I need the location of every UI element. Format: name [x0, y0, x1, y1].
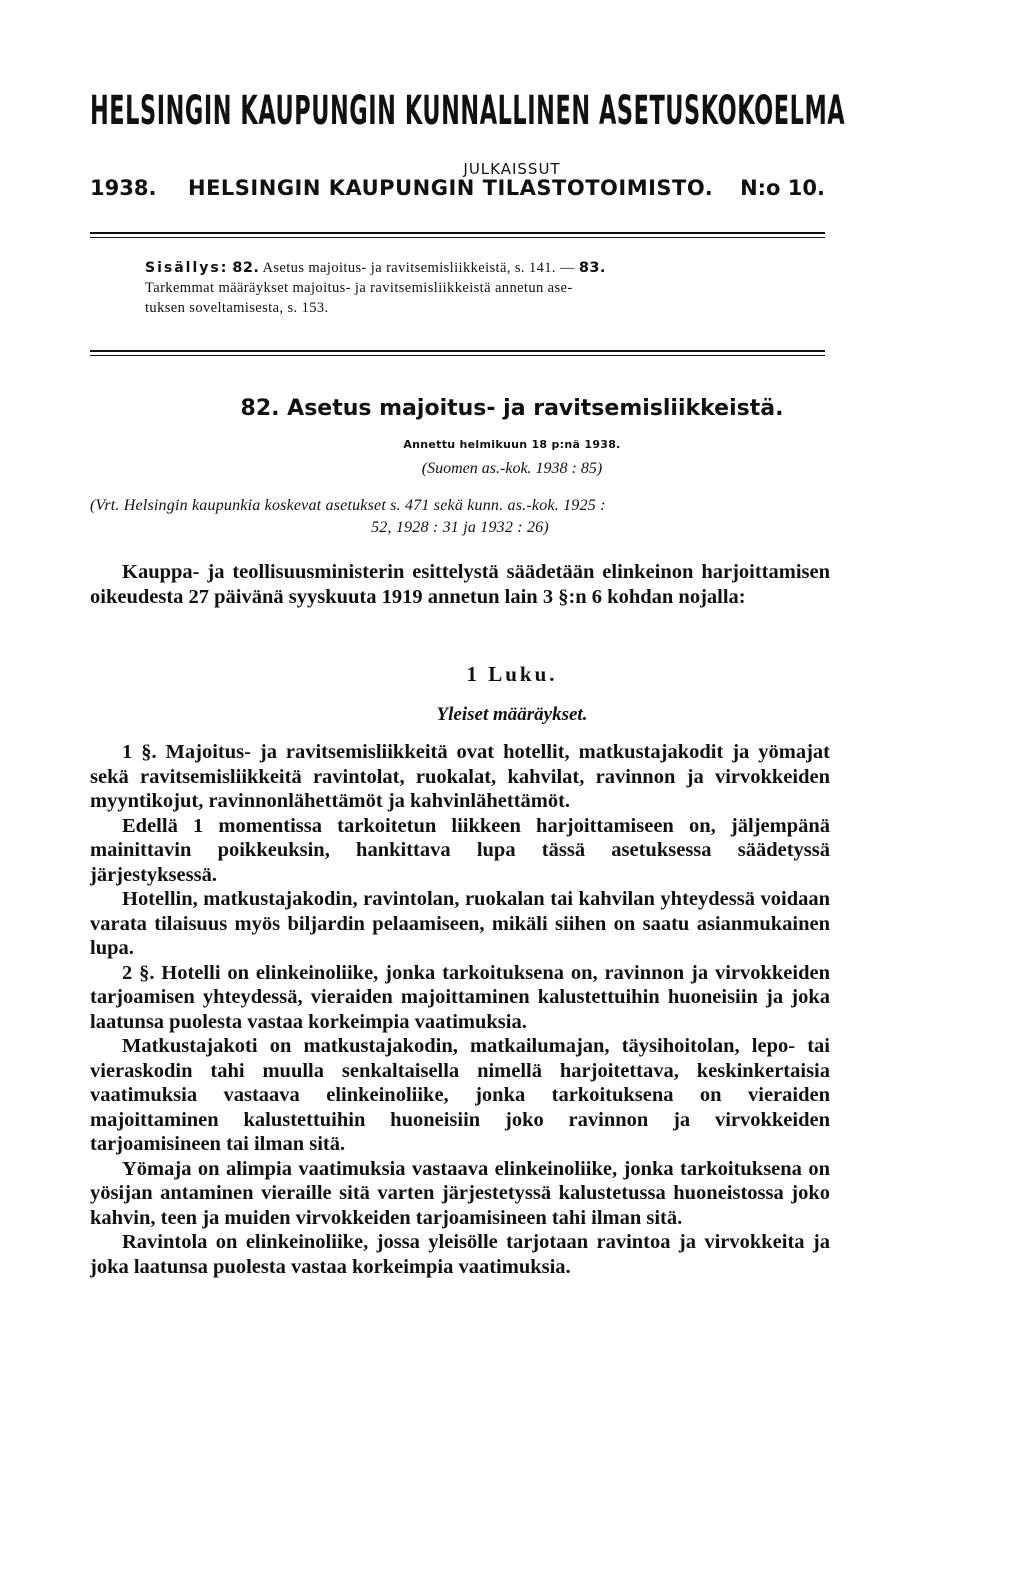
decree-reference: (Suomen as.-kok. 1938 : 85): [421, 460, 603, 477]
table-of-contents: [145, 258, 825, 318]
contents-item-2-text-cont: tuksen soveltamisesta, s. 153.: [145, 300, 329, 316]
chapter-heading: 1 Luku.: [466, 662, 558, 686]
decree-cross-reference: [90, 495, 830, 539]
paragraph: Edellä 1 momentissa tarkoitetun liikkeen harjoittamiseen on, jäljempänä mainittavin poikkeuksin, hankittava lupa tässä asetuksessa säädetyssä järjestyksessä.: [90, 814, 830, 886]
decree-issued-date: Annettu helmikuun 18 p:nä 1938.: [403, 438, 621, 451]
paragraph: Matkustajakoti on matkustajakodin, matkailumajan, täysihoitolan, lepo- tai vieraskodin tahi muulla senkaltaisella nimellä harjoitettava, keskinkertaisia vaatimuksia vastaava elinkeinoliike, jonka tarkoituksena on vieraiden majoittaminen kalustettuihin huoneisiin joko ravinnon ja virvokkeiden tarjoamisineen tai ilman sitä.: [90, 1035, 830, 1155]
issue-number: N:o 10.: [740, 176, 825, 200]
preamble-block: [90, 560, 830, 609]
paragraph: Ravintola on elinkeinoliike, jossa yleisölle tarjotaan ravintoa ja virvokkeita ja joka laatunsa puolesta vastaa korkeimpia vaatimuksia.: [90, 1231, 830, 1278]
preamble-text: Kauppa- ja teollisuusministerin esittelystä säädetään elinkeinon harjoittamisen oikeudesta 27 päivänä syyskuuta 1919 annetun lain 3 §:n 6 kohdan nojalla:: [90, 561, 830, 608]
chapter-subheading: Yleiset määräykset.: [436, 704, 588, 725]
masthead-info-line: [90, 176, 825, 210]
contents-item-2-text: Tarkemmat määräykset majoitus- ja ravitsemisliikkeistä annetun ase-: [145, 280, 573, 296]
cross-reference-line-2: 52, 1928 : 31 ja 1932 : 26): [371, 519, 549, 536]
divider-mid-thick: [90, 350, 825, 352]
masthead-title: HELSINGIN KAUPUNGIN KUNNALLINEN ASETUSKOKOELMA: [90, 88, 846, 134]
contents-item-1-text: Asetus majoitus- ja ravitsemisliikkeistä, s. 141. —: [262, 260, 575, 276]
masthead-subtitle: JULKAISSUT: [463, 160, 561, 178]
paragraph: Hotellin, matkustajakodin, ravintolan, ruokalan tai kahvilan yhteydessä voidaan varata tilaisuus myös biljardin pelaamiseen, mikäli siihen on saatu asianmukainen lupa.: [90, 888, 830, 959]
contents-lead: Sisällys:: [145, 260, 229, 276]
cross-reference-line-1: (Vrt. Helsingin kaupunkia koskevat asetukset s. 471 sekä kunn. as.-kok. 1925 :: [90, 497, 606, 514]
publisher: HELSINGIN KAUPUNGIN TILASTOTOIMISTO.: [188, 176, 714, 200]
paragraph: 2 §. Hotelli on elinkeinoliike, jonka tarkoituksena on, ravinnon ja virvokkeiden tarjoamisen yhteydessä, vieraiden majoittaminen kalustettuihin huoneisiin ja joka laatunsa puolesta vastaa korkeimpia vaatimuksia.: [90, 961, 830, 1033]
publication-year: 1938.: [90, 176, 157, 200]
divider-top-thin: [90, 237, 825, 238]
contents-item-1-number: 82.: [232, 260, 260, 276]
divider-top-thick: [90, 232, 825, 234]
decree-body: [90, 740, 830, 1279]
paragraph: Yömaja on alimpia vaatimuksia vastaava elinkeinoliike, jonka tarkoituksena on yösijan antaminen vieraille sitä varten järjestetyssä kalustetussa huoneistossa joko kahvin, teen ja muiden virvokkeiden tarjoamisineen tahi ilman sitä.: [90, 1157, 830, 1229]
decree-title: 82. Asetus majoitus- ja ravitsemisliikkeistä.: [240, 396, 784, 421]
contents-item-2-number: 83.: [578, 260, 606, 276]
paragraph: 1 §. Majoitus- ja ravitsemisliikkeitä ovat hotellit, matkustajakodit ja yömajat sekä ravitsemisliikkeitä ravintolat, ruokalat, kahvilat, ravinnon ja virvokkeiden myyntikojut, ravinnonlähettämöt ja kahvinlähettämöt.: [90, 741, 830, 812]
divider-mid-thin: [90, 355, 825, 356]
